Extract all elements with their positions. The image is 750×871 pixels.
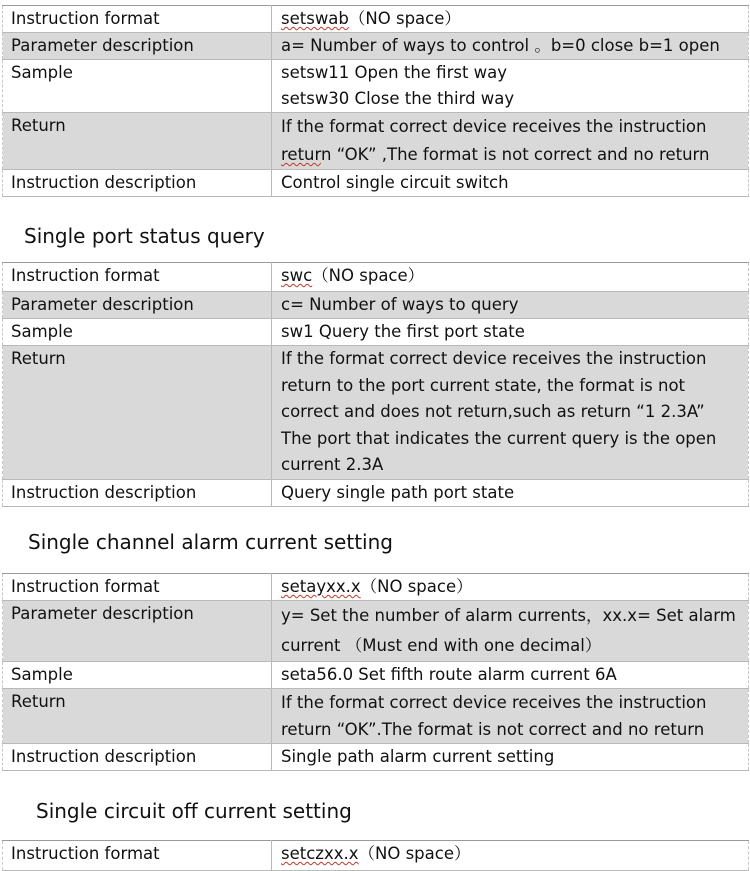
- section-heading-off-current: Single circuit off current setting: [36, 799, 352, 823]
- command-text: setswab: [281, 9, 349, 28]
- return-line: If the format correct device receives the instruction: [281, 693, 707, 712]
- row-label: Instruction description: [3, 170, 272, 197]
- row-value: [272, 113, 749, 170]
- row-value: [272, 6, 749, 33]
- sample-line: setsw30 Close the third way: [281, 89, 515, 108]
- row-label: Parameter description: [3, 601, 272, 662]
- table-alarm-current: [2, 573, 749, 771]
- row-value: [272, 346, 749, 480]
- row-value: [272, 263, 749, 292]
- row-label: Instruction description: [3, 744, 272, 771]
- return-line: return “OK”.The format is not correct and no return: [281, 720, 705, 739]
- table-row: [3, 292, 749, 319]
- row-label: Instruction format: [3, 574, 272, 601]
- section-heading-alarm-current: Single channel alarm current setting: [28, 530, 393, 554]
- row-label: Parameter description: [3, 292, 272, 319]
- table-row: [3, 601, 749, 662]
- sample-line: setsw11 Open the first way: [281, 63, 508, 82]
- row-value: c= Number of ways to query: [272, 292, 749, 319]
- command-note: （NO space）: [312, 266, 425, 285]
- table-row: [3, 263, 749, 292]
- table-port-status: [2, 262, 749, 507]
- row-label: Instruction format: [3, 841, 272, 871]
- row-value: seta56.0 Set fifth route alarm current 6A: [272, 662, 749, 689]
- row-value: [272, 60, 749, 113]
- command-note: （NO space）: [360, 577, 473, 596]
- table-row: [3, 841, 749, 871]
- parameter-line: current （Must end with one decimal）: [281, 636, 602, 655]
- row-label: Sample: [3, 662, 272, 689]
- table-row: [3, 346, 749, 480]
- row-label: Instruction format: [3, 6, 272, 33]
- return-line-rest: n “OK” ,The format is not correct and no return: [321, 145, 710, 164]
- table-row: [3, 744, 749, 771]
- return-line: return to the port current state, the format is not: [281, 375, 686, 395]
- return-line: current 2.3A: [281, 455, 384, 474]
- row-value: Control single circuit switch: [272, 170, 749, 197]
- table-row: [3, 662, 749, 689]
- command-text: swc: [281, 266, 313, 285]
- table-row: [3, 319, 749, 346]
- row-value: [272, 841, 749, 871]
- misspelled-word: retur: [281, 145, 321, 164]
- return-line: correct and does not return,such as return “1 2.3A”: [281, 402, 705, 421]
- return-line: If the format correct device receives the instruction: [281, 117, 707, 136]
- row-label: Return: [3, 346, 272, 480]
- row-label: Instruction description: [3, 479, 272, 506]
- row-value: sw1 Query the first port state: [272, 319, 749, 346]
- section-heading-port-status: Single port status query: [24, 224, 265, 248]
- row-label: Return: [3, 113, 272, 170]
- row-value: a= Number of ways to control 。b=0 close b=1 open: [272, 33, 749, 60]
- table-row: [3, 689, 749, 744]
- command-text: setayxx.x: [281, 577, 361, 596]
- command-note: （NO space）: [348, 9, 461, 28]
- return-line: The port that indicates the current query is the open: [281, 428, 717, 448]
- return-line: If the format correct device receives the instruction: [281, 349, 707, 368]
- row-label: Sample: [3, 319, 272, 346]
- command-note: （NO space）: [358, 844, 471, 863]
- row-label: Instruction format: [3, 263, 272, 292]
- table-row: [3, 33, 749, 60]
- row-value: [272, 689, 749, 744]
- row-value: Single path alarm current setting: [272, 744, 749, 771]
- row-label: Sample: [3, 60, 272, 113]
- row-label: Return: [3, 689, 272, 744]
- row-label: Parameter description: [3, 33, 272, 60]
- row-value: [272, 574, 749, 601]
- row-value: [272, 601, 749, 662]
- command-text: setczxx.x: [281, 844, 359, 863]
- table-row: [3, 60, 749, 113]
- parameter-line: y= Set the number of alarm currents，xx.x= Set alarm: [281, 606, 736, 625]
- table-off-current: [2, 840, 749, 871]
- table-row: [3, 6, 749, 33]
- row-value: Query single path port state: [272, 479, 749, 506]
- table-row: [3, 574, 749, 601]
- table-row: [3, 170, 749, 197]
- table-switch-control: [2, 5, 749, 197]
- return-line: [281, 141, 743, 169]
- table-row: [3, 479, 749, 506]
- table-row: [3, 113, 749, 170]
